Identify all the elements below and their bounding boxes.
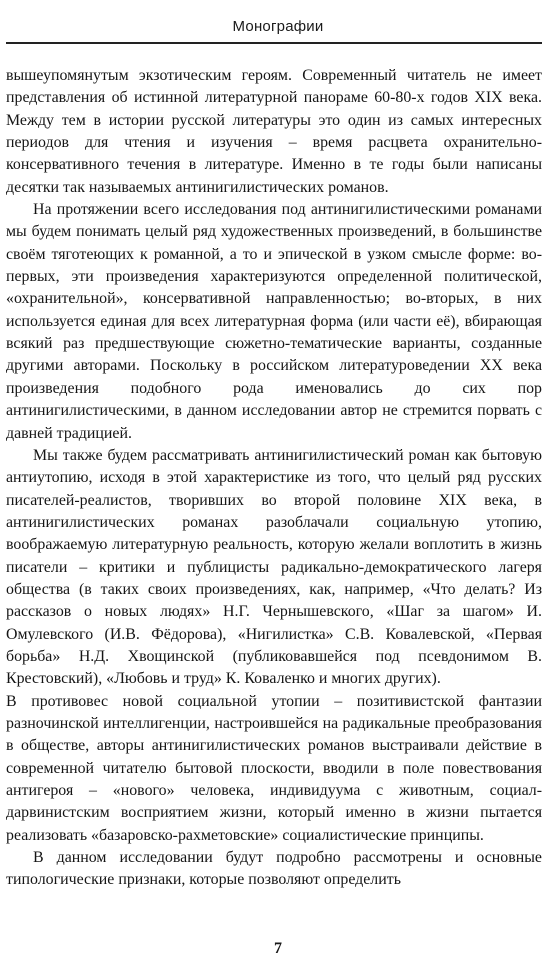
page-number: 7 xyxy=(274,940,282,957)
paragraph-1: вышеупомянутым экзотическим героям. Современный читатель не имеет представления об истинной литературной панораме 60-80-х годов XIX века. Между тем в истории русской литературы это один из самых интересных периодов для чтения и изучения – время расцвета охранительно-консервативного течения в литературе. Именно в те годы были написаны десятки так называемых антинигилистических романов. xyxy=(6,67,542,196)
running-header-title: Монографии xyxy=(232,18,324,35)
paragraph-4: В противовес новой социальной утопии – позитивистской фантазии разночинской интеллигенции, настроившейся на радикальные преобразования в обществе, авторы антинигилистических романов выстраивали действие в современной читателю бытовой плоскости, вводили в поле повествования антигероя – «нового» человека, индивидуума с животным, социал-дарвинистским восприятием жизни, который именно в жизни пытается реализовать «базаровско-рахметовские» социалистические принципы. xyxy=(6,692,542,844)
paragraph-5: В данном исследовании будут подробно рассмотрены и основные типологические признаки, которые позволяют определить xyxy=(6,849,542,889)
paragraph-2: На протяжении всего исследования под антинигилистическими романами мы будем понимать целый ряд художественных произведений, в большинстве своём тяготеющих к романной, а то и эпической в узком смысле форме: во-первых, эти произведения характеризуются определенной политической, «охранительной», консервативной направленностью; во-вторых, в них используется единая для всех литературная форма (или части её), вбирающая всякий раз предшествующие сюжетно-тематические варианты, созданные другими авторами. Поскольку в российском литературоведении XX века произведения подобного рода именовались до сих пор антинигилистическими, в данном исследовании автор не стремится порвать с давней традицией. xyxy=(6,201,542,442)
body-text xyxy=(6,65,542,892)
header-rule xyxy=(6,42,542,44)
paragraph-3: Мы также будем рассматривать антинигилистический роман как бытовую антиутопию, исходя в этой характеристике из того, что целый ряд русских писателей-реалистов, творивших во второй половине XIX века, в антинигилистических романах разоблачали социальную утопию, воображаемую литературную реальность, которую желали воплотить в жизнь писатели – критики и публицисты радикально-демократического лагеря общества (в таких своих произведениях, как, например, «Что делать? Из рассказов о новых людях» Н.Г. Чернышевского, «Шаг за шагом» И. Омулевского (И.В. Фёдорова), «Нигилистка» С.В. Ковалевской, «Первая борьба» Н.Д. Хвощинской (публиковавшейся под псевдонимом В. Крестовский), «Любовь и труд» К. Коваленко и многих других). xyxy=(6,446,542,688)
